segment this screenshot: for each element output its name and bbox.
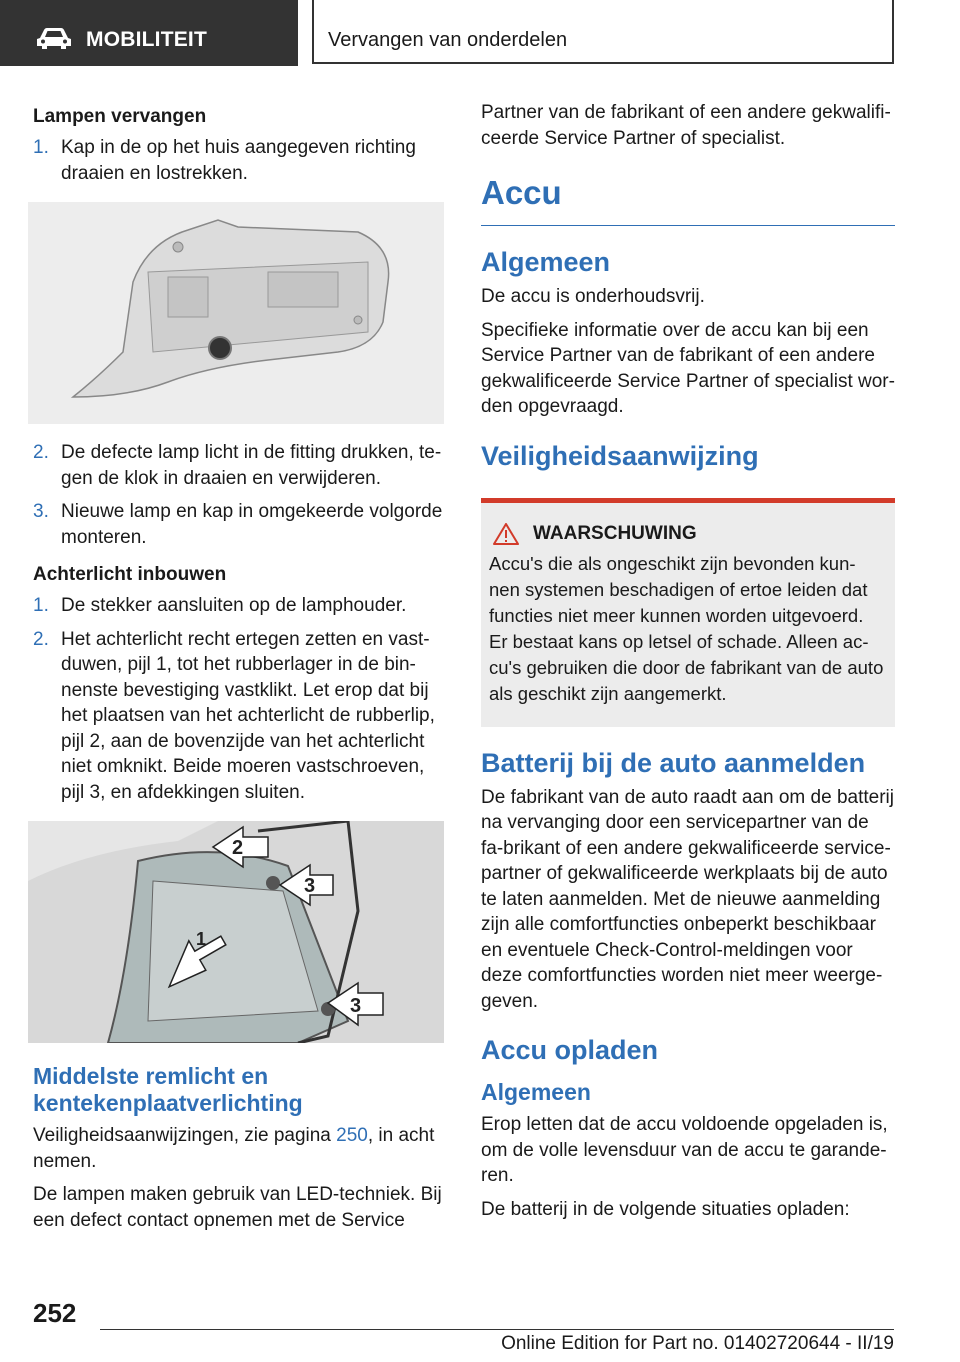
- opladen-p2: De batterij in de volgende situaties opladen:: [481, 1198, 850, 1220]
- edition-text: Online Edition for Part no. 01402720644 - II/19: [501, 1333, 894, 1354]
- right-column: [481, 100, 895, 1230]
- lampen-steps-b: [33, 440, 445, 550]
- accu-heading: Accu: [481, 173, 895, 226]
- breadcrumb: [312, 0, 894, 64]
- list-item: [33, 440, 445, 491]
- safety-reference: [33, 1123, 445, 1174]
- figure-lamp-housing: [28, 202, 444, 424]
- algemeen-heading: Algemeen: [481, 247, 611, 277]
- arrow-2-label: 2: [232, 837, 244, 859]
- led-paragraph: De lampen maken gebruik van LED-techniek. Bij een defect contact opnemen met de Service: [33, 1184, 442, 1231]
- section-title: MOBILITEIT: [86, 28, 207, 51]
- step-text: Het achterlicht recht ertegen zetten en vast-duwen, pijl 1, tot het rubberlager in de bin-nenste bevestiging vastklikt. Let erop dat bij het plaatsen van het achterlicht de rubberlip, pijl 2, aan de bovenzijde van het achterlicht niet omknikt. Beide moeren vastschroeven, pijl 3, en afdekkingen sluiten.: [61, 628, 435, 803]
- step-number: 1.: [33, 137, 49, 158]
- algemeen-p1: De accu is onderhoudsvrij.: [481, 286, 705, 307]
- warning-box: [481, 498, 895, 727]
- page-number: 252: [33, 1298, 77, 1328]
- car-icon: [34, 26, 74, 50]
- warning-text: Accu's die als ongeschikt zijn bevonden kun-nen systemen beschadigen of ertoe leiden dat functies niet meer kunnen worden uitgevoerd. Er bestaat kans op letsel of schade. Alleen ac-cu's gebruiken die door de fabrikant van de auto als geschikt zijn aangemerkt.: [489, 552, 884, 704]
- step-text: Nieuwe lamp en kap in omgekeerde volgorde monteren.: [61, 501, 443, 548]
- step-text: De defecte lamp licht in de fitting drukken, te-gen de klok in draaien en verwijderen.: [61, 442, 442, 489]
- achterlicht-steps: [33, 593, 445, 805]
- batterij-paragraph: De fabrikant van de auto raadt aan om de batterij na vervanging door een servicepartner van de fa-brikant of een andere gekwalificeerde service-partner of gekwalificeerde werkplaats bij de auto te laten aanmelden. Met de nieuwe aanmelding zijn alle comfortfuncties onbeperkt beschikbaar en eventuele Check-Control-meldingen voor deze comfortfuncties worden niet meer weerge-geven.: [481, 786, 894, 1012]
- rear-light-illustration: [28, 821, 444, 1043]
- warning-title: [489, 523, 885, 545]
- step-number: 2.: [33, 442, 49, 463]
- veiligheid-heading: Veiligheidsaanwijzing: [481, 440, 759, 471]
- step-number: 1.: [33, 595, 49, 616]
- continuation-paragraph: Partner van de fabrikant of een andere gekwalifi-ceerde Service Partner of specialist.: [481, 102, 891, 149]
- step-number: 3.: [33, 501, 49, 522]
- page-link[interactable]: 250: [336, 1125, 368, 1146]
- arrow-1-label: 1: [196, 929, 207, 949]
- list-item: [33, 627, 445, 806]
- list-item: [33, 135, 445, 186]
- breadcrumb-label: Vervangen van onderdelen: [328, 29, 568, 51]
- middelste-remlicht-heading: Middelste remlicht en kentekenplaatverlichting: [33, 1063, 303, 1116]
- lampen-vervangen-heading: Lampen vervangen: [33, 106, 207, 127]
- warning-label: WAARSCHUWING: [533, 522, 697, 544]
- batterij-heading: Batterij bij de auto aanmelden: [481, 747, 866, 778]
- lampen-steps-a: [33, 135, 445, 186]
- opladen-subheading: Algemeen: [481, 1079, 591, 1105]
- warning-triangle-icon: [493, 523, 519, 545]
- figure-rear-light: [28, 821, 444, 1043]
- section-tab: [0, 0, 298, 66]
- list-item: [33, 499, 445, 550]
- list-item: [33, 593, 445, 619]
- algemeen-p2: Specifieke informatie over de accu kan bij een Service Partner van de fabrikant of een andere gekwalificeerde Service Partner of specialist wor-den opgevraagd.: [481, 319, 895, 417]
- step-text: De stekker aansluiten op de lamphouder.: [61, 595, 407, 616]
- opladen-p1: Erop letten dat de accu voldoende opgeladen is, om de volle levensduur van de accu te garande-ren.: [481, 1114, 888, 1186]
- step-number: 2.: [33, 628, 49, 650]
- step-text: Kap in de op het huis aangegeven richting draaien en lostrekken.: [61, 137, 416, 184]
- safety-suffix: , in acht nemen.: [33, 1125, 435, 1172]
- opladen-heading: Accu opladen: [481, 1035, 659, 1065]
- lamp-housing-illustration: [28, 202, 444, 424]
- achterlicht-heading: Achterlicht inbouwen: [33, 564, 227, 585]
- left-column: [33, 100, 445, 1241]
- arrow-3-top-label: 3: [304, 875, 316, 897]
- safety-prefix: Veiligheidsaanwijzingen, zie pagina: [33, 1125, 337, 1146]
- arrow-3-bottom-label: 3: [350, 995, 362, 1017]
- footer-divider: [100, 1329, 894, 1330]
